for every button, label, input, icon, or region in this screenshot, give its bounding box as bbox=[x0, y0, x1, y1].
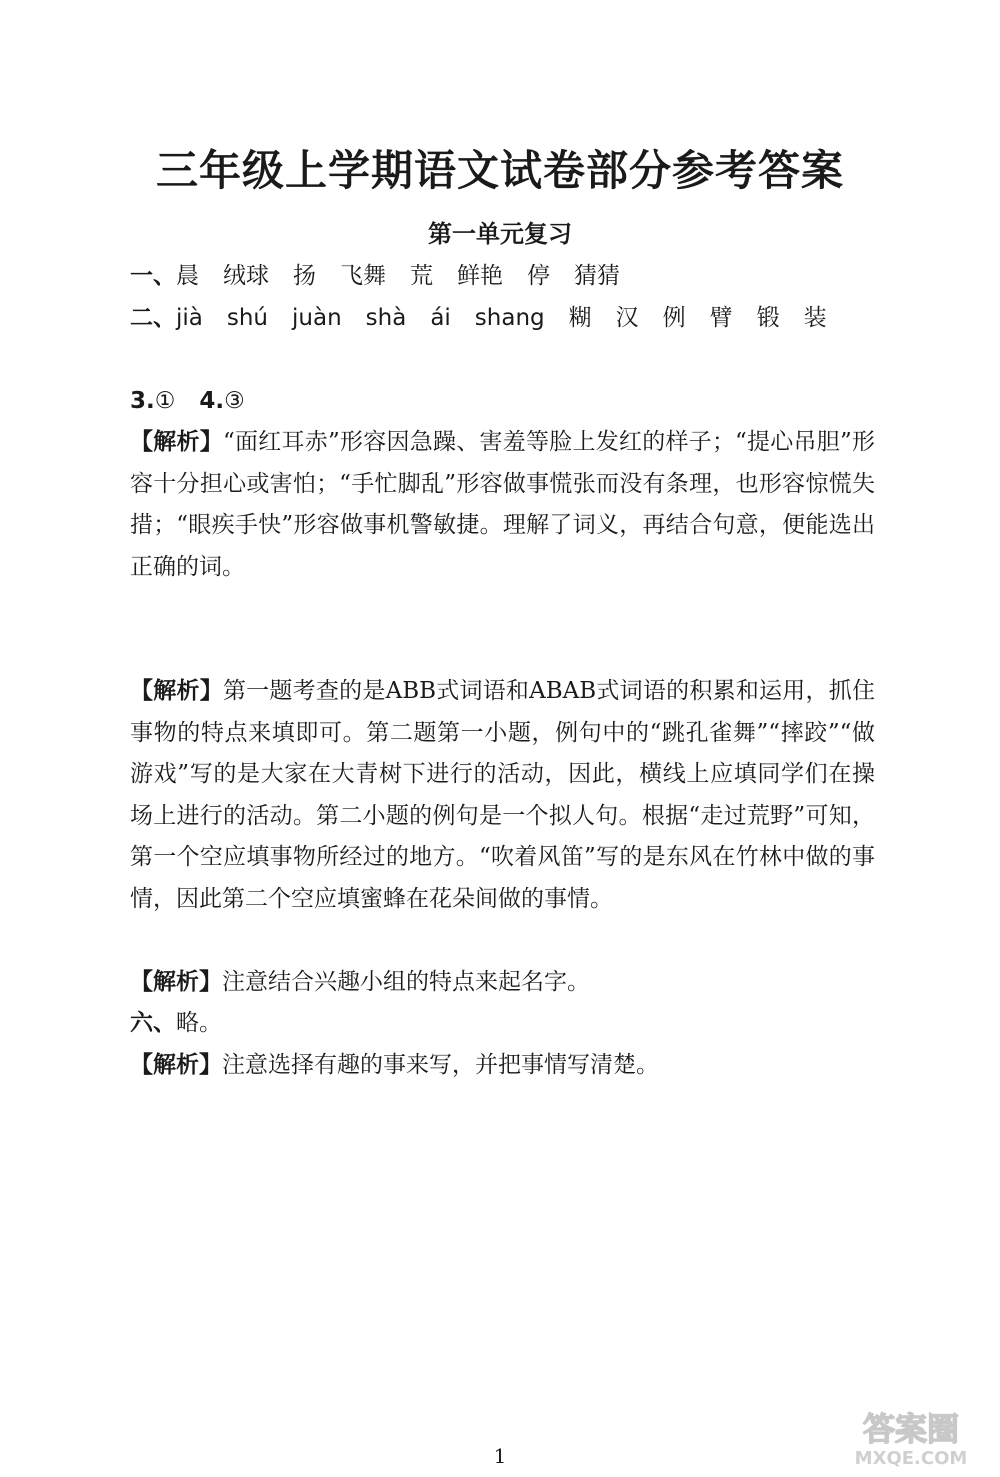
q6-label: 六、 bbox=[130, 1010, 176, 1036]
q2-item: 锻 bbox=[756, 304, 780, 331]
q1-item: 荒 bbox=[410, 263, 433, 289]
q1-item: 猜猜 bbox=[574, 263, 620, 289]
q1-item: 扬 bbox=[293, 263, 316, 289]
unit-title: 第一单元复习 bbox=[428, 220, 572, 248]
q3-analysis bbox=[130, 422, 875, 588]
q4-line bbox=[130, 630, 875, 672]
q8-line bbox=[130, 1252, 875, 1294]
q2-label: 二、 bbox=[130, 304, 176, 331]
q2-item: 例 bbox=[662, 304, 686, 331]
q4-line bbox=[130, 588, 875, 630]
q5-line bbox=[130, 920, 875, 962]
q3-answer: ① bbox=[154, 387, 176, 414]
q3-line bbox=[130, 381, 875, 423]
q2-item: juàn bbox=[292, 304, 342, 331]
q2-line bbox=[130, 298, 875, 340]
q3-num: 4. bbox=[199, 387, 225, 414]
q1-item: 绒球 bbox=[223, 263, 269, 289]
q2-item: shang bbox=[474, 304, 545, 331]
watermark-logo bbox=[836, 1404, 986, 1470]
q1-item: 停 bbox=[527, 263, 550, 289]
watermark-url: MXQE.COM bbox=[854, 1448, 968, 1469]
q7-line bbox=[130, 1086, 875, 1128]
q2-item: shú bbox=[226, 304, 269, 331]
analysis-tag: 【解析】 bbox=[130, 1051, 222, 1078]
q6-line bbox=[130, 1003, 875, 1045]
q7-line bbox=[130, 1128, 875, 1170]
watermark-text: 答案圈 bbox=[862, 1410, 960, 1448]
q8-line bbox=[130, 1335, 875, 1377]
page-number: 1 bbox=[493, 1444, 507, 1468]
q3-line bbox=[130, 339, 875, 381]
q6-analysis bbox=[130, 1045, 875, 1087]
answer-content bbox=[130, 256, 875, 1377]
analysis-text: 注意选择有趣的事来写，并把事情写清楚。 bbox=[222, 1051, 659, 1078]
q1-item: 飞舞 bbox=[340, 263, 386, 289]
q1-label: 一、 bbox=[130, 263, 176, 289]
q2-item: shà bbox=[365, 304, 407, 331]
q1-line bbox=[130, 256, 875, 298]
q8-line bbox=[130, 1294, 875, 1336]
q2-item: 糊 bbox=[568, 304, 592, 331]
q2-item: 装 bbox=[803, 304, 827, 331]
q2-item: ái bbox=[430, 304, 451, 331]
analysis-text: “面红耳赤”形容因急躁、害羞等脸上发红的样子；“提心吊胆”形容十分担心或害怕；“手忙脚乱”形容做事慌张而没有条理，也形容惊慌失措；“眼疾手快”形容做事机警敏捷。理解了词义，再结合句意，便能选出正确的词。 bbox=[130, 429, 875, 580]
q1-item: 鲜艳 bbox=[457, 263, 503, 289]
page-title: 三年级上学期语文试卷部分参考答案 bbox=[155, 146, 844, 195]
analysis-text: 第一题考查的是ABB式词语和ABAB式词语的积累和运用，抓住事物的特点来填即可。第二题第一小题，例句中的“跳孔雀舞”“摔跤”“做游戏”写的是大家在大青树下进行的活动，因此，横线上应填同学们在操场上进行的活动。第二小题的例句是一个拟人句。根据“走过荒野”可知，第一个空应填事物所经过的地方。“吹着风笛”写的是东风在竹林中做的事情，因此第二个空应填蜜蜂在花朵间做的事情。 bbox=[130, 678, 875, 912]
analysis-tag: 【解析】 bbox=[130, 678, 223, 704]
q2-item: 臂 bbox=[709, 304, 733, 331]
q6-text: 略。 bbox=[176, 1010, 222, 1036]
analysis-tag: 【解析】 bbox=[130, 429, 223, 455]
q5-analysis bbox=[130, 962, 875, 1004]
q3-answer: ③ bbox=[224, 387, 245, 414]
q2-item: 汉 bbox=[615, 304, 639, 331]
q8-line bbox=[130, 1211, 875, 1253]
analysis-text: 注意结合兴趣小组的特点来起名字。 bbox=[222, 968, 590, 995]
q3-num: 3. bbox=[130, 387, 155, 414]
q1-item: 晨 bbox=[176, 263, 199, 289]
q4-analysis bbox=[130, 671, 875, 920]
analysis-tag: 【解析】 bbox=[130, 968, 222, 995]
q8-line bbox=[130, 1169, 875, 1211]
q2-item: jià bbox=[176, 304, 203, 331]
